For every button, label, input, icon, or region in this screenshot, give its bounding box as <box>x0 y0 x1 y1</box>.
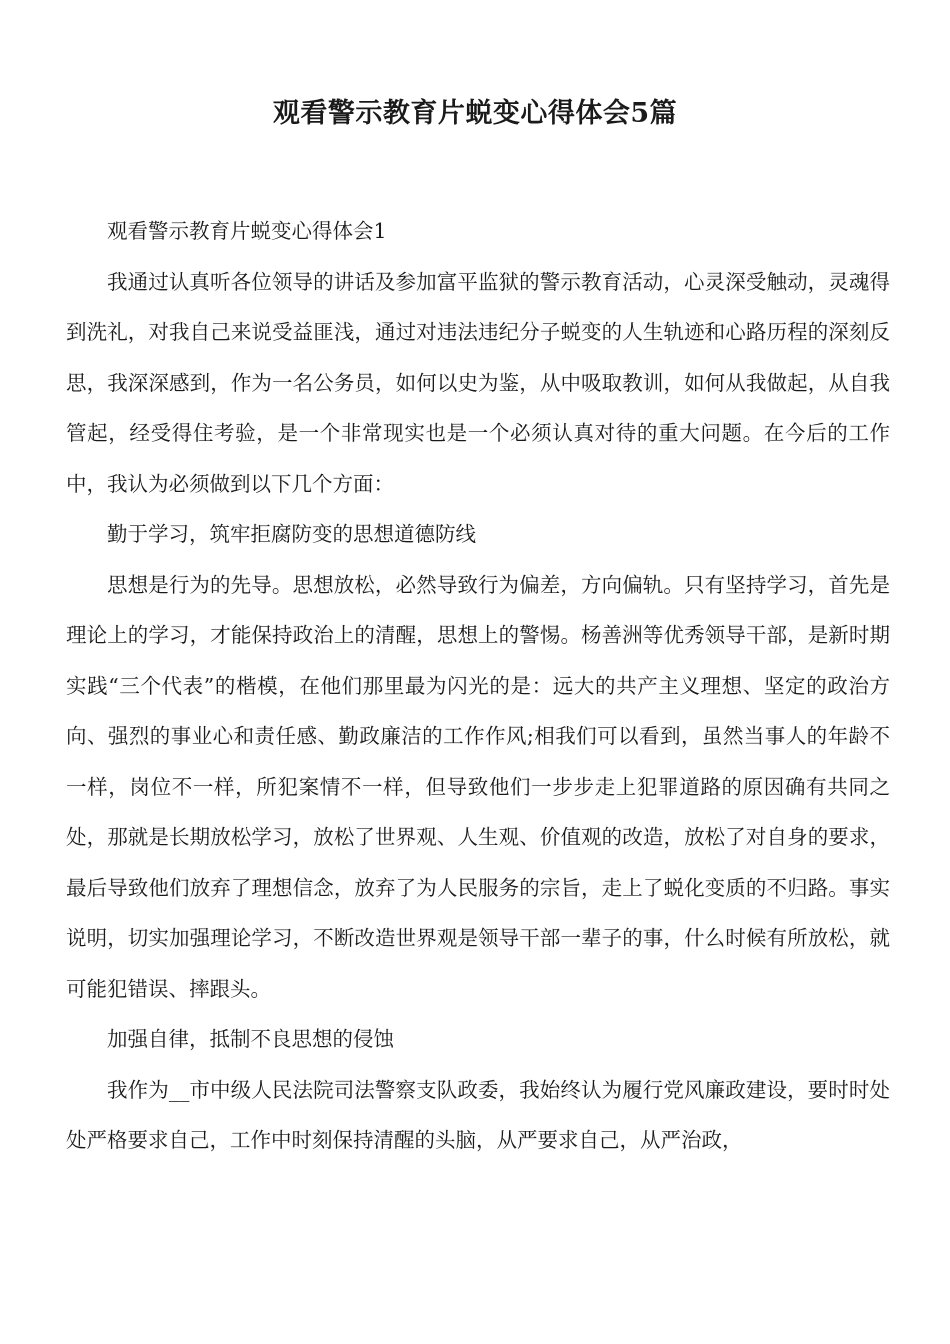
paragraph: 思想是行为的先导。思想放松，必然导致行为偏差，方向偏轨。只有坚持学习，首先是理论上的学习，才能保持政治上的清醒，思想上的警惕。杨善洲等优秀领导干部，是新时期实践“三个代表”的楷模，在他们那里最为闪光的是：远大的共产主义理想、坚定的政治方向、强烈的事业心和责任感、勤政廉洁的工作作风;相我们可以看到，虽然当事人的年龄不一样，岗位不一样，所犯案情不一样，但导致他们一步步走上犯罪道路的原因确有共同之处，那就是长期放松学习，放松了世界观、人生观、价值观的改造，放松了对自身的要求，最后导致他们放弃了理想信念，放弃了为人民服务的宗旨，走上了蜕化变质的不归路。事实说明，切实加强理论学习，不断改造世界观是领导干部一辈子的事，什么时候有所放松，就可能犯错误、摔跟头。 <box>66 572 890 1001</box>
paragraph: 我通过认真听各位领导的讲话及参加富平监狱的警示教育活动，心灵深受触动，灵魂得到洗礼，对我自己来说受益匪浅，通过对违法违纪分子蜕变的人生轨迹和心路历程的深刻反思，我深深感到，作为一名公务员，如何以史为鉴，从中吸取教训，如何从我做起，从自我管起，经受得住考验，是一个非常现实也是一个必须认真对待的重大问题。在今后的工作中，我认为必须做到以下几个方面： <box>66 269 890 496</box>
section-heading: 勤于学习，筑牢拒腐防变的思想道德防线 <box>107 522 476 546</box>
document-body <box>66 206 890 1166</box>
paragraph: 我作为__市中级人民法院司法警察支队政委，我始终认为履行党风廉政建设，要时时处处严格要求自己，工作中时刻保持清醒的头脑，从严要求自己，从严治政， <box>66 1077 890 1152</box>
document-title: 观看警示教育片蜕变心得体会5篇 <box>272 98 678 129</box>
section-heading: 加强自律，抵制不良思想的侵蚀 <box>107 1027 394 1051</box>
section-heading: 观看警示教育片蜕变心得体会1 <box>107 219 387 243</box>
